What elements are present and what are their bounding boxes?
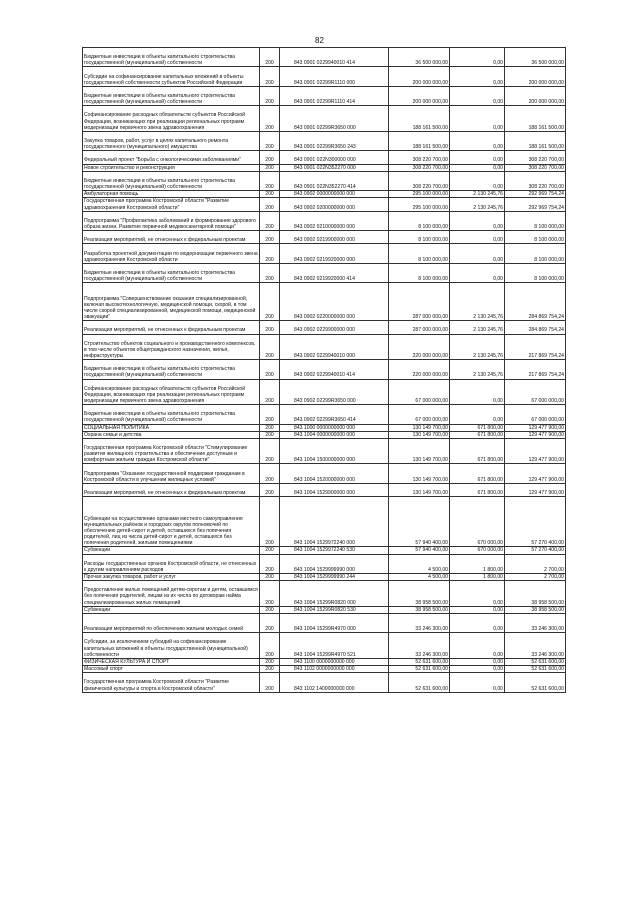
row-remaining-cell: 308 220 700,00 <box>505 164 566 171</box>
row-remaining-cell: 292 969 754,24 <box>505 198 566 211</box>
row-code-cell: 843 1102 1400000000 000 <box>280 673 389 692</box>
row-remaining-cell: 284 869 754,24 <box>505 321 566 334</box>
row-remaining-cell: 284 869 754,24 <box>505 283 566 321</box>
row-remaining-cell: 188 161 500,00 <box>505 106 566 132</box>
table-row <box>83 283 566 321</box>
row-name-cell: Бюджетные инвестиции в объекты капитального строительства государственной (муниципальной) собственности <box>83 360 260 379</box>
row-name-cell: Бюджетные инвестиции в объекты капитального строительства государственной (муниципальной) собственности <box>83 86 260 105</box>
row-type-cell: 200 <box>260 263 280 282</box>
row-name-cell: Прочая закупка товаров, работ и услуг <box>83 573 260 580</box>
row-type-cell: 200 <box>260 360 280 379</box>
table-row <box>83 547 566 554</box>
row-type-cell: 200 <box>260 164 280 171</box>
row-code-cell: 843 0902 0229940010 000 <box>280 334 389 360</box>
row-approved-cell: 130 149 700,00 <box>389 438 450 464</box>
table-row <box>83 231 566 244</box>
row-executed-cell: 2 130 245,76 <box>450 191 505 198</box>
row-name-cell: Софинансирование расходных обязательств субъектов Российской Федерации, возникающих при реализации региональных программ модернизации первичного звена здравоохранения <box>83 106 260 132</box>
row-type-cell: 200 <box>260 581 280 607</box>
row-type-cell: 200 <box>260 171 280 190</box>
row-approved-cell: 52 631 600,00 <box>389 658 450 665</box>
row-executed-cell: 2 130 245,76 <box>450 360 505 379</box>
row-type-cell: 200 <box>260 321 280 334</box>
row-executed-cell: 671 800,00 <box>450 438 505 464</box>
row-name-cell: Охрана семьи и детства <box>83 431 260 438</box>
budget-table <box>82 47 566 693</box>
row-name-cell: Бюджетные инвестиции в объекты капитального строительства государственной (муниципальной) собственности <box>83 48 260 67</box>
row-remaining-cell: 129 477 900,00 <box>505 424 566 431</box>
row-approved-cell: 295 100 000,00 <box>389 191 450 198</box>
row-code-cell: 843 0901 022N300000 000 <box>280 151 389 164</box>
row-approved-cell: 220 000 000,00 <box>389 360 450 379</box>
row-remaining-cell: 52 631 600,00 <box>505 666 566 673</box>
row-executed-cell: 0,00 <box>450 231 505 244</box>
row-executed-cell: 0,00 <box>450 658 505 665</box>
row-approved-cell: 8 100 000,00 <box>389 244 450 263</box>
row-remaining-cell: 52 631 600,00 <box>505 673 566 692</box>
row-type-cell: 200 <box>260 483 280 496</box>
row-remaining-cell: 200 000 000,00 <box>505 86 566 105</box>
row-remaining-cell: 292 969 754,24 <box>505 191 566 198</box>
table-row <box>83 263 566 282</box>
row-type-cell: 200 <box>260 283 280 321</box>
row-code-cell: 843 0902 0220000000 000 <box>280 283 389 321</box>
row-code-cell: 843 0901 022N352270 414 <box>280 171 389 190</box>
table-row <box>83 424 566 431</box>
row-remaining-cell: 129 477 900,00 <box>505 483 566 496</box>
row-code-cell: 843 1004 1500000000 000 <box>280 438 389 464</box>
row-remaining-cell: 2 700,00 <box>505 573 566 580</box>
row-remaining-cell: 52 631 600,00 <box>505 658 566 665</box>
row-approved-cell: 200 000 000,00 <box>389 86 450 105</box>
row-approved-cell: 308 220 700,00 <box>389 164 450 171</box>
row-code-cell: 843 0902 0000000000 000 <box>280 191 389 198</box>
row-name-cell: Амбулаторная помощь <box>83 191 260 198</box>
row-remaining-cell: 217 869 754,24 <box>505 334 566 360</box>
row-name-cell: Софинансирование расходных обязательств субъектов Российской Федерации, возникающих при реализации региональных программ модернизации первичного звена здравоохранения <box>83 379 260 405</box>
row-name-cell: Подпрограмма "Совершенствование оказания специализированной, включая высокотехнологичную, медицинской помощи, скорой, в том числе скорой специализированной, медицинской помощи, медицинской эвакуации" <box>83 283 260 321</box>
row-remaining-cell: 67 000 000,00 <box>505 405 566 424</box>
table-row <box>83 334 566 360</box>
row-type-cell: 200 <box>260 424 280 431</box>
row-type-cell: 200 <box>260 211 280 230</box>
row-approved-cell: 220 000 000,00 <box>389 334 450 360</box>
row-code-cell: 843 1004 15299R0820 000 <box>280 581 389 607</box>
row-remaining-cell: 38 958 500,00 <box>505 606 566 613</box>
row-type-cell: 200 <box>260 464 280 483</box>
row-name-cell: Предоставление жилых помещений детям-сиротам и детям, оставшимся без попечения родителей, лицам из их числа по договорам найма специализированных жилых помещений <box>83 581 260 607</box>
row-executed-cell: 2 130 245,76 <box>450 283 505 321</box>
row-code-cell: 843 1004 1529972240 000 <box>280 497 389 547</box>
row-remaining-cell: 308 220 700,00 <box>505 171 566 190</box>
row-name-cell: Реализация мероприятий, не отнесенных к федеральным проектам <box>83 231 260 244</box>
row-approved-cell: 67 000 000,00 <box>389 405 450 424</box>
row-approved-cell: 287 000 000,00 <box>389 283 450 321</box>
row-executed-cell: 2 130 245,76 <box>450 321 505 334</box>
row-name-cell: Строительство объектов социального и производственного комплексов, в том числе объектов общегражданского назначения, жилья, инфраструктуры <box>83 334 260 360</box>
row-approved-cell: 67 000 000,00 <box>389 379 450 405</box>
table-row <box>83 360 566 379</box>
row-executed-cell: 671 800,00 <box>450 431 505 438</box>
row-approved-cell: 52 631 600,00 <box>389 673 450 692</box>
row-code-cell: 843 0901 02299R1110 000 <box>280 67 389 86</box>
row-type-cell: 200 <box>260 497 280 547</box>
row-executed-cell: 0,00 <box>450 405 505 424</box>
row-code-cell: 843 0902 0200000000 000 <box>280 198 389 211</box>
row-remaining-cell: 33 246 300,00 <box>505 633 566 659</box>
row-remaining-cell: 38 958 500,00 <box>505 581 566 607</box>
row-code-cell: 843 1004 1529999990 244 <box>280 573 389 580</box>
row-code-cell: 843 0902 0229940010 414 <box>280 360 389 379</box>
row-executed-cell: 0,00 <box>450 67 505 86</box>
table-row <box>83 171 566 190</box>
row-code-cell: 843 1000 0000000000 000 <box>280 424 389 431</box>
row-approved-cell: 52 631 600,00 <box>389 666 450 673</box>
row-approved-cell: 33 246 300,00 <box>389 613 450 632</box>
row-remaining-cell: 67 000 000,00 <box>505 379 566 405</box>
row-type-cell: 200 <box>260 48 280 67</box>
row-code-cell: 843 1102 0000000000 000 <box>280 666 389 673</box>
row-executed-cell: 0,00 <box>450 666 505 673</box>
row-remaining-cell: 188 161 500,00 <box>505 131 566 150</box>
row-code-cell: 843 0902 0219920000 000 <box>280 244 389 263</box>
row-executed-cell: 0,00 <box>450 613 505 632</box>
row-remaining-cell: 129 477 900,00 <box>505 464 566 483</box>
row-name-cell: ФИЗИЧЕСКАЯ КУЛЬТУРА И СПОРТ <box>83 658 260 665</box>
row-name-cell: Новое строительство и реконструкция <box>83 164 260 171</box>
table-row <box>83 191 566 198</box>
table-row <box>83 633 566 659</box>
row-name-cell: Подпрограмма "Оказание государственной поддержки гражданам в Костромской области в улучшении жилищных условий" <box>83 464 260 483</box>
table-row <box>83 211 566 230</box>
row-name-cell: Государственная программа Костромской области "Развитие здравоохранения Костромской области" <box>83 198 260 211</box>
table-row <box>83 606 566 613</box>
table-row <box>83 483 566 496</box>
row-executed-cell: 0,00 <box>450 379 505 405</box>
row-name-cell: Субвенции <box>83 547 260 554</box>
row-code-cell: 843 1004 1520000000 000 <box>280 464 389 483</box>
table-row <box>83 198 566 211</box>
row-remaining-cell: 129 477 900,00 <box>505 438 566 464</box>
row-remaining-cell: 308 220 700,00 <box>505 151 566 164</box>
row-executed-cell: 671 800,00 <box>450 464 505 483</box>
table-row <box>83 244 566 263</box>
table-row <box>83 379 566 405</box>
row-code-cell: 843 1004 1529900000 000 <box>280 483 389 496</box>
page-number: 82 <box>315 36 324 45</box>
row-executed-cell: 0,00 <box>450 581 505 607</box>
row-type-cell: 200 <box>260 438 280 464</box>
table-row <box>83 164 566 171</box>
row-code-cell: 843 0902 0219920000 414 <box>280 263 389 282</box>
table-row <box>83 673 566 692</box>
row-name-cell: Разработка проектной документации по модернизации первичного звена здравоохранения Костромской области <box>83 244 260 263</box>
row-code-cell: 843 1004 1529972240 530 <box>280 547 389 554</box>
row-code-cell: 843 1004 15299R4970 521 <box>280 633 389 659</box>
row-name-cell: Подпрограмма "Профилактика заболеваний и формирование здорового образа жизни. Развитие первичной медикосанитарной помощи" <box>83 211 260 230</box>
row-type-cell: 200 <box>260 106 280 132</box>
row-approved-cell: 200 000 000,00 <box>389 67 450 86</box>
row-executed-cell: 0,00 <box>450 606 505 613</box>
row-type-cell: 200 <box>260 231 280 244</box>
row-approved-cell: 38 958 500,00 <box>389 581 450 607</box>
row-name-cell: Расходы государственных органов Костромской области, не отнесенных к другим направлениям расходов <box>83 554 260 573</box>
row-executed-cell: 0,00 <box>450 211 505 230</box>
row-code-cell: 843 0902 02299R3650 000 <box>280 379 389 405</box>
row-type-cell: 200 <box>260 658 280 665</box>
row-executed-cell: 2 130 245,76 <box>450 334 505 360</box>
row-name-cell: Реализация мероприятий, не отнесенных к федеральным проектам <box>83 321 260 334</box>
row-name-cell: Субвенции <box>83 606 260 613</box>
row-type-cell: 200 <box>260 244 280 263</box>
row-executed-cell: 1 800,00 <box>450 573 505 580</box>
row-executed-cell: 0,00 <box>450 106 505 132</box>
table-row <box>83 497 566 547</box>
row-remaining-cell: 36 500 000,00 <box>505 48 566 67</box>
row-code-cell: 843 0901 0229940010 414 <box>280 48 389 67</box>
row-code-cell: 843 0901 022N352270 000 <box>280 164 389 171</box>
row-name-cell: Государственная программа Костромской области "Развитие физической культуры и спорта в Костромской области" <box>83 673 260 692</box>
row-executed-cell: 0,00 <box>450 48 505 67</box>
table-row <box>83 321 566 334</box>
row-code-cell: 843 0902 0219900000 000 <box>280 231 389 244</box>
row-type-cell: 200 <box>260 86 280 105</box>
row-executed-cell: 0,00 <box>450 171 505 190</box>
row-executed-cell: 0,00 <box>450 86 505 105</box>
row-name-cell: Реализация мероприятий, не отнесенных к федеральным проектам <box>83 483 260 496</box>
row-executed-cell: 670 000,00 <box>450 497 505 547</box>
table-row <box>83 431 566 438</box>
row-remaining-cell: 33 246 300,00 <box>505 613 566 632</box>
row-type-cell: 200 <box>260 554 280 573</box>
row-type-cell: 200 <box>260 666 280 673</box>
row-type-cell: 200 <box>260 573 280 580</box>
row-approved-cell: 8 100 000,00 <box>389 211 450 230</box>
table-row <box>83 131 566 150</box>
row-remaining-cell: 8 100 000,00 <box>505 211 566 230</box>
row-executed-cell: 0,00 <box>450 244 505 263</box>
row-code-cell: 843 1004 0000000000 000 <box>280 431 389 438</box>
table-row <box>83 86 566 105</box>
row-code-cell: 843 1004 15299R4970 000 <box>280 613 389 632</box>
row-approved-cell: 308 220 700,00 <box>389 151 450 164</box>
row-type-cell: 200 <box>260 334 280 360</box>
row-name-cell: Субвенции на осуществление органами местного самоуправления муниципальных районов и городских округов полномочий по обеспечению детей-сирот и детей, оставшихся без попечения родителей, лиц из числа детей-сирот и детей, оставшихся без попечения родителей, жилыми помещениями <box>83 497 260 547</box>
row-executed-cell: 671 800,00 <box>450 424 505 431</box>
table-row <box>83 573 566 580</box>
row-executed-cell: 671 800,00 <box>450 483 505 496</box>
row-code-cell: 843 0901 02299R1110 414 <box>280 86 389 105</box>
row-name-cell: Бюджетные инвестиции в объекты капитального строительства государственной (муниципальной) собственности <box>83 405 260 424</box>
row-remaining-cell: 57 270 400,00 <box>505 547 566 554</box>
row-remaining-cell: 129 477 900,00 <box>505 431 566 438</box>
row-code-cell: 843 1004 1529999990 000 <box>280 554 389 573</box>
table-row <box>83 405 566 424</box>
table-row <box>83 438 566 464</box>
row-approved-cell: 8 100 000,00 <box>389 263 450 282</box>
budget-table-body <box>83 48 566 693</box>
row-approved-cell: 188 161 500,00 <box>389 106 450 132</box>
row-type-cell: 200 <box>260 606 280 613</box>
table-row <box>83 554 566 573</box>
row-type-cell: 200 <box>260 613 280 632</box>
row-executed-cell: 0,00 <box>450 151 505 164</box>
row-executed-cell: 0,00 <box>450 633 505 659</box>
row-name-cell: Государственная программа Костромской области "Стимулирование развития жилищного строительства и обеспечение доступным и комфортным жильем граждан Костромской области" <box>83 438 260 464</box>
row-executed-cell: 0,00 <box>450 131 505 150</box>
table-row <box>83 151 566 164</box>
row-executed-cell: 0,00 <box>450 263 505 282</box>
row-name-cell: Субсидии на софинансирование капитальных вложений в объекты государственной собственности субъектов Российской Федерации <box>83 67 260 86</box>
row-code-cell: 843 0902 0210000000 000 <box>280 211 389 230</box>
row-remaining-cell: 8 100 000,00 <box>505 244 566 263</box>
table-row <box>83 106 566 132</box>
row-remaining-cell: 57 270 400,00 <box>505 497 566 547</box>
row-approved-cell: 295 100 000,00 <box>389 198 450 211</box>
row-approved-cell: 36 500 000,00 <box>389 48 450 67</box>
row-name-cell: Бюджетные инвестиции в объекты капитального строительства государственной (муниципальной) собственности <box>83 263 260 282</box>
table-row <box>83 464 566 483</box>
row-type-cell: 200 <box>260 151 280 164</box>
row-name-cell: Реализация мероприятий по обеспечению жильем молодых семей <box>83 613 260 632</box>
row-remaining-cell: 2 700,00 <box>505 554 566 573</box>
row-code-cell: 843 0902 02299R3650 414 <box>280 405 389 424</box>
row-approved-cell: 8 100 000,00 <box>389 231 450 244</box>
row-code-cell: 843 1100 0000000000 000 <box>280 658 389 665</box>
row-remaining-cell: 8 100 000,00 <box>505 231 566 244</box>
row-remaining-cell: 8 100 000,00 <box>505 263 566 282</box>
table-row <box>83 48 566 67</box>
row-type-cell: 200 <box>260 673 280 692</box>
row-code-cell: 843 1004 15299R0820 530 <box>280 606 389 613</box>
row-executed-cell: 0,00 <box>450 673 505 692</box>
row-name-cell: Бюджетные инвестиции в объекты капитального строительства государственной (муниципальной) собственности <box>83 171 260 190</box>
row-name-cell: Субсидии, за исключением субсидий на софинансирование капитальных вложений в объекты государственной (муниципальной) собственности <box>83 633 260 659</box>
row-type-cell: 200 <box>260 547 280 554</box>
row-type-cell: 200 <box>260 633 280 659</box>
row-approved-cell: 4 500,00 <box>389 573 450 580</box>
row-type-cell: 200 <box>260 431 280 438</box>
row-approved-cell: 57 940 400,00 <box>389 497 450 547</box>
table-row <box>83 67 566 86</box>
row-remaining-cell: 217 869 754,24 <box>505 360 566 379</box>
row-code-cell: 843 0901 02299R3650 243 <box>280 131 389 150</box>
row-approved-cell: 130 149 700,00 <box>389 483 450 496</box>
row-approved-cell: 130 149 700,00 <box>389 464 450 483</box>
row-type-cell: 200 <box>260 405 280 424</box>
row-approved-cell: 57 940 400,00 <box>389 547 450 554</box>
row-approved-cell: 188 161 500,00 <box>389 131 450 150</box>
row-code-cell: 843 0901 02299R3650 000 <box>280 106 389 132</box>
row-name-cell: Массовый спорт <box>83 666 260 673</box>
row-code-cell: 843 0902 0229900000 000 <box>280 321 389 334</box>
row-executed-cell: 1 800,00 <box>450 554 505 573</box>
row-type-cell: 200 <box>260 379 280 405</box>
row-type-cell: 200 <box>260 131 280 150</box>
row-type-cell: 200 <box>260 198 280 211</box>
row-executed-cell: 2 130 245,76 <box>450 198 505 211</box>
row-approved-cell: 308 220 700,00 <box>389 171 450 190</box>
row-remaining-cell: 200 000 000,00 <box>505 67 566 86</box>
row-approved-cell: 33 246 300,00 <box>389 633 450 659</box>
row-approved-cell: 4 500,00 <box>389 554 450 573</box>
row-type-cell: 200 <box>260 67 280 86</box>
row-executed-cell: 670 000,00 <box>450 547 505 554</box>
table-row <box>83 581 566 607</box>
row-name-cell: Федеральный проект "Борьба с онкологическими заболеваниями" <box>83 151 260 164</box>
row-name-cell: СОЦИАЛЬНАЯ ПОЛИТИКА <box>83 424 260 431</box>
table-row <box>83 658 566 665</box>
row-executed-cell: 0,00 <box>450 164 505 171</box>
row-approved-cell: 130 149 700,00 <box>389 424 450 431</box>
row-approved-cell: 38 958 500,00 <box>389 606 450 613</box>
row-approved-cell: 287 000 000,00 <box>389 321 450 334</box>
row-type-cell: 200 <box>260 191 280 198</box>
table-row <box>83 613 566 632</box>
row-name-cell: Закупка товаров, работ, услуг в целях капитального ремонта государственного (муниципального) имущества <box>83 131 260 150</box>
row-approved-cell: 130 149 700,00 <box>389 431 450 438</box>
table-row <box>83 666 566 673</box>
